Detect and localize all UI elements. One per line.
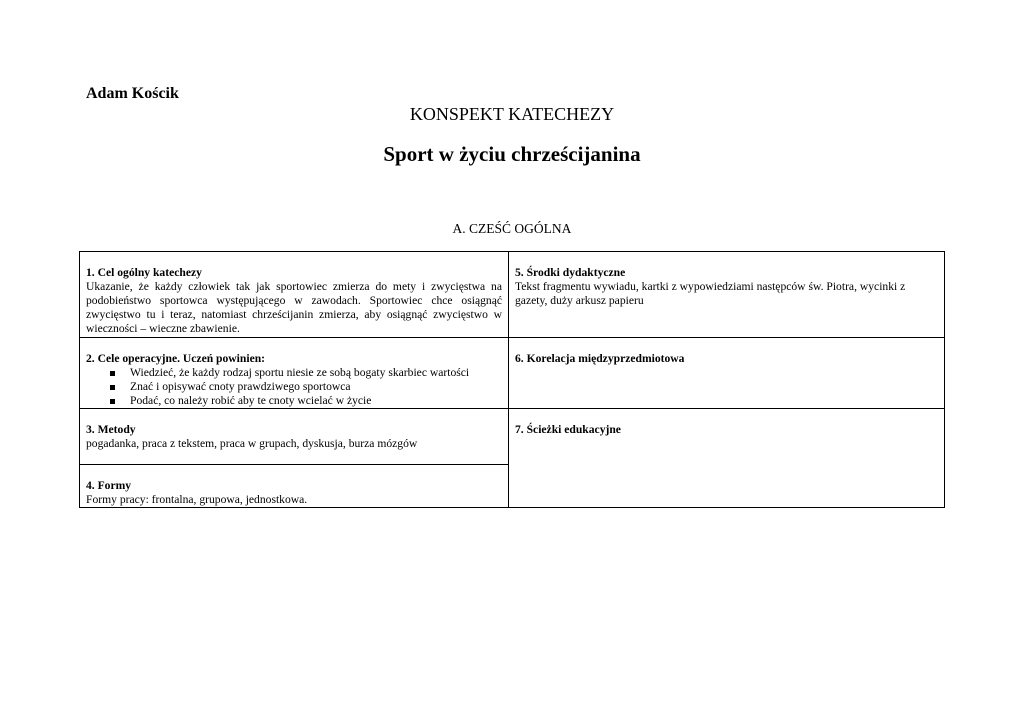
lesson-plan-table [79,251,945,508]
forms-text: Formy pracy: frontalna, grupowa, jednostkowa. [86,493,308,506]
teaching-aids-cell [509,252,945,338]
section-title: A. CZEŚĆ OGÓLNA [452,221,572,236]
list-item: Wiedzieć, że każdy rodzaj sportu niesie ze sobą bogaty skarbiec wartości [108,366,502,380]
general-goal-heading: 1. Cel ogólny katechezy [86,266,202,279]
operational-goals-list [86,366,502,408]
educational-paths-cell [509,409,945,508]
table-row [80,252,945,338]
table-row [80,409,945,465]
correlation-cell [509,338,945,409]
correlation-heading: 6. Korelacja międzyprzedmiotowa [515,352,685,365]
operational-goals-heading: 2. Cele operacyjne. Uczeń powinien: [86,352,266,365]
teaching-aids-text: Tekst fragmentu wywiadu, kartki z wypowiedziami następców św. Piotra, wycinki z gazety, duży arkusz papieru [515,280,906,307]
lesson-title: Sport w życiu chrześcijanina [383,142,641,166]
document-type: KONSPEKT KATECHEZY [409,104,615,124]
educational-paths-heading: 7. Ścieżki edukacyjne [515,423,621,436]
teaching-aids-heading: 5. Środki dydaktyczne [515,266,626,279]
table-row [80,338,945,409]
methods-heading: 3. Metody [86,423,136,436]
methods-text: pogadanka, praca z tekstem, praca w grupach, dyskusja, burza mózgów [86,437,418,450]
methods-cell [80,409,509,465]
general-goal-cell [80,252,509,338]
forms-cell [80,465,509,508]
list-item: Znać i opisywać cnoty prawdziwego sportowca [108,380,502,394]
forms-heading: 4. Formy [86,479,132,492]
list-item: Podać, co należy robić aby te cnoty wcielać w życie [108,394,502,408]
general-goal-text: Ukazanie, że każdy człowiek tak jak sportowiec zmierza do mety i zwycięstwa na podobieństwo sportowca występującego w zawodach. Sportowiec chce osiągnąć zwycięstwo tu i teraz, natomiast chrześcijanin zmierza, aby osiągnąć zwycięstwo w wieczności – wieczne zbawienie. [86,280,502,335]
author-name: Adam Kościk [86,85,179,102]
operational-goals-cell [80,338,509,409]
